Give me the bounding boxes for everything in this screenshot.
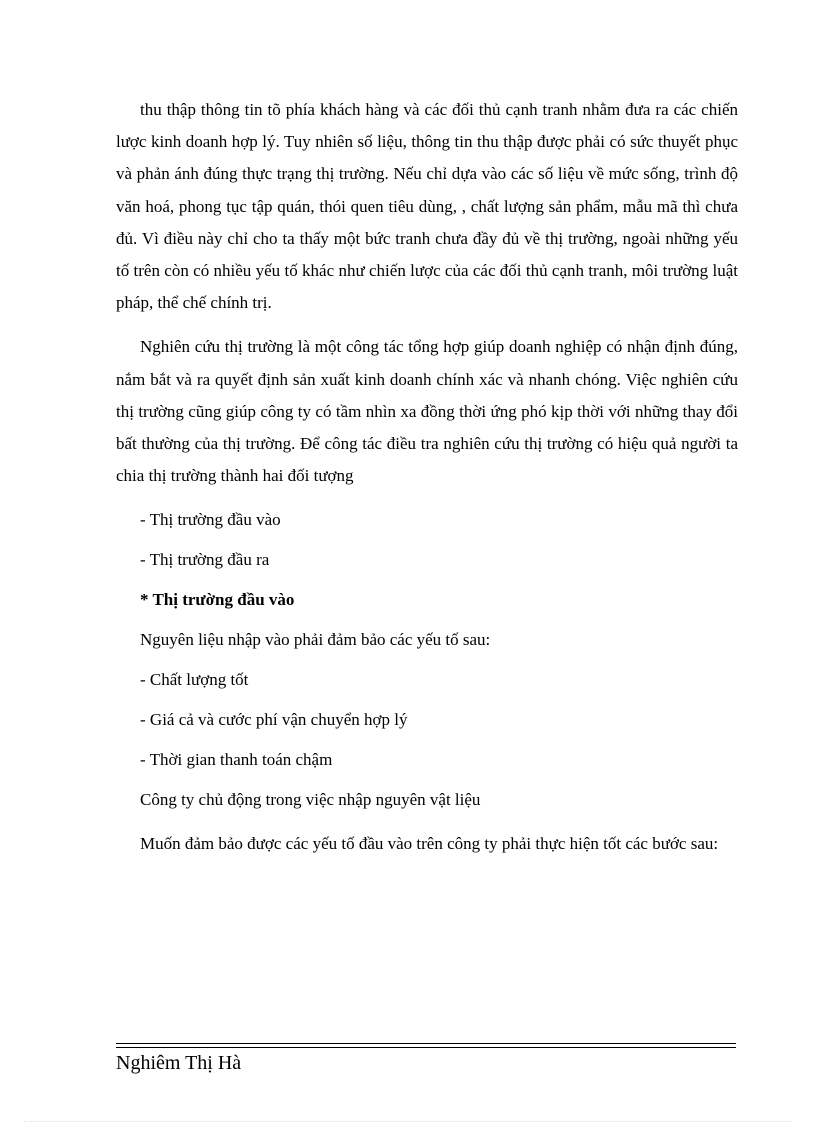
list-item-output-market: - Thị trường đầu ra: [140, 550, 270, 570]
paragraph-market-research-info: thu thập thông tin tõ phía khách hàng và các đối thủ cạnh tranh nhằm đưa ra các chiến lược kinh doanh hợp lý. Tuy nhiên số liệu, thông tin thu thập được phải có sức thuyết phục và phản ánh đúng thực trạng thị trường. Nếu chỉ dựa vào các số liệu về mức sống, trình độ văn hoá, phong tục tập quán, thói quen tiêu dùng, , chất lượng sản phẩm, mẫu mã thì chưa đủ. Vì điều này chỉ cho ta thấy một bức tranh chưa đầy đủ về thị trường, ngoài những yếu tố trên còn có nhiều yếu tố khác như chiến lược của các đối thủ cạnh tranh, môi trường luật pháp, thể chế chính trị.: [116, 100, 738, 313]
requirement-payment-time: - Thời gian thanh toán chậm: [140, 750, 333, 770]
requirement-quality: - Chất lượng tốt: [140, 670, 249, 690]
document-body: [116, 94, 738, 873]
page-bottom-edge: [24, 1121, 792, 1122]
section-heading-input-market: * Thị trường đầu vào: [140, 590, 295, 610]
list-item-input-market: - Thị trường đầu vào: [140, 510, 281, 530]
footer-author-name: Nghiêm Thị Hà: [116, 1052, 242, 1074]
closing-paragraph: Muốn đảm bảo được các yếu tố đầu vào trên công ty phải thực hiện tốt các bước sau:: [140, 834, 719, 854]
paragraph-market-research-role: Nghiên cứu thị trường là một công tác tổng hợp giúp doanh nghiệp có nhận định đúng, nắm bắt và ra quyết định sản xuất kinh doanh chính xác và nhanh chóng. Việc nghiên cứu thị trường cũng giúp công ty có tầm nhìn xa đồng thời ứng phó kịp thời với những thay đổi bất thường của thị trường. Để công tác điều tra nghiên cứu thị trường có hiệu quả người ta chia thị trường thành hai đối tượng: [116, 337, 738, 486]
statement-company-proactive: Công ty chủ động trong việc nhập nguyên vật liệu: [140, 790, 481, 810]
requirements-intro: Nguyên liệu nhập vào phải đảm bảo các yếu tố sau:: [140, 630, 491, 650]
footer-divider: [116, 1043, 736, 1048]
requirement-price-shipping: - Giá cả và cước phí vận chuyển hợp lý: [140, 710, 408, 730]
